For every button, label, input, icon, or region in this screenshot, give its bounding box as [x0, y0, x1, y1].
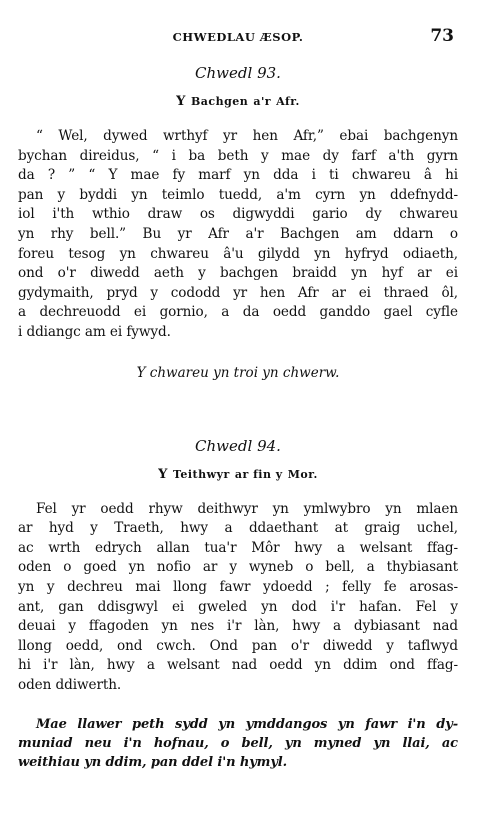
fable-title-article: Y: [176, 94, 186, 109]
moral-line: muniad neu i'n hofnau, o bell, yn myned yn llai, ac: [18, 736, 458, 752]
fable-title-word: ar fin y: [234, 467, 283, 481]
fable-moral: Y chwareu yn troi yn chwerw.: [136, 364, 340, 381]
fable-title-article: Y: [158, 466, 168, 482]
text-line: a dechreuodd ei gornio, a da oedd ganddo gael cyfle: [18, 304, 458, 321]
page-number: 73: [430, 26, 454, 46]
text-line: llong oedd, ond cwch. Ond pan o'r diwedd y taflwyd: [18, 637, 458, 654]
page-header: [18, 20, 458, 50]
fable-title-word: Teithwyr: [172, 467, 230, 481]
fable-title-word: Mor.: [287, 467, 318, 481]
moral-line: weithiau yn ddim, pan ddel i'n hymyl.: [18, 755, 288, 771]
fable-body: [18, 127, 458, 343]
text-line: oden o goed yn nofio ar y wyneb o bell, a thybiasant: [18, 559, 458, 576]
running-title: CHWEDLAU ÆSOP.: [172, 30, 304, 44]
fable-number: Chwedl 94.: [195, 436, 281, 455]
text-line: foreu tesog yn chwareu â'u gilydd yn hyfryd odiaeth,: [18, 245, 458, 262]
fable-title-word: Bachgen: [190, 95, 249, 108]
text-line: “ Wel, dywed wrthyf yr hen Afr,” ebai bachgenyn: [36, 128, 458, 144]
fable-number: Chwedl 93.: [195, 64, 281, 82]
text-line: da ? ” “ Y mae fy marf yn dda i ti chwareu â hi: [18, 167, 458, 184]
text-line: ond o'r diwedd aeth y bachgen braidd yn hyf ar ei: [18, 265, 458, 282]
fable-moral: [18, 715, 458, 772]
text-line: ant, gan ddisgwyl ei gweled yn dod i'r hafan. Fel y: [18, 598, 458, 615]
text-line: iol i'th wthio draw os digwyddi gario dy chwareu: [18, 206, 458, 223]
text-line: Fel yr oedd rhyw deithwyr yn ymlwybro yn mlaen: [36, 500, 458, 517]
text-line: yn rhy bell.” Bu yr Afr a'r Bachgen am ddarn o: [18, 225, 458, 242]
text-line: bychan direidus, “ i ba beth y mae dy farf a'th gyrn: [18, 147, 458, 164]
text-line: i ddiangc am ei fywyd.: [18, 323, 171, 340]
fable-body: [18, 500, 458, 696]
text-line: hi i'r làn, hwy a welsant nad oedd yn ddim ond ffag-: [18, 657, 458, 674]
text-line: deuai y ffagoden yn nes i'r làn, hwy a dybiasant nad: [18, 618, 458, 635]
moral-line: Mae llawer peth sydd yn ymddangos yn fawr i'n dy-: [36, 717, 458, 733]
text-line: ac wrth edrych allan tua'r Môr hwy a welsant ffag-: [18, 539, 458, 556]
text-line: oden ddiwerth.: [18, 676, 122, 693]
fable-title-word: a'r: [253, 95, 272, 108]
text-line: ar hyd y Traeth, hwy a ddaethant at graig uchel,: [18, 520, 458, 537]
fable-94: [18, 437, 458, 773]
text-line: gydymaith, pryd y cododd yr hen Afr ar ei thraed ôl,: [18, 284, 458, 301]
fable-title: [18, 94, 458, 109]
fable-title-word: Afr.: [276, 95, 300, 108]
fable-93: [18, 64, 458, 381]
text-line: yn y dechreu mai llong fawr ydoedd ; felly fe arosas-: [18, 578, 458, 595]
fable-title: [18, 467, 458, 482]
text-line: pan y byddi yn teimlo tuedd, a'm cyrn yn ddefnydd-: [18, 186, 458, 203]
